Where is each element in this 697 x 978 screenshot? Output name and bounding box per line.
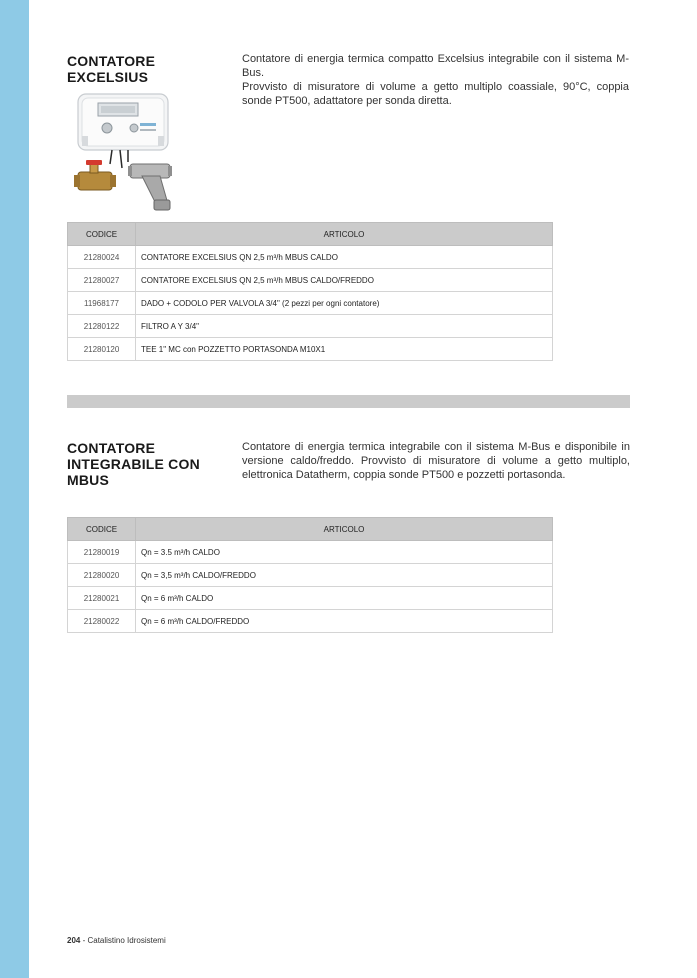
product-code: 21280027 <box>68 269 136 292</box>
table-row <box>68 610 553 633</box>
section2-title <box>67 440 200 488</box>
section2-description-p1: Contatore di energia termica integrabile con il sistema M-Bus e disponibile in versione caldo/freddo. Provvisto di misuratore di volume a getto multiplo, elettronica Datatherm, coppia sonde PT500 e pozzetti portasonda. <box>242 441 630 481</box>
table-row <box>68 246 553 269</box>
table-row <box>68 269 553 292</box>
section1-title-line: CONTATORE <box>67 53 156 69</box>
table-row <box>68 338 553 361</box>
section1-table <box>67 222 553 361</box>
section2-title-line: CONTATORE <box>67 440 156 456</box>
column-header-articolo: ARTICOLO <box>136 518 553 541</box>
section1-title <box>67 53 155 85</box>
page-footer <box>67 936 166 945</box>
section2-title-line: MBUS <box>67 472 110 488</box>
product-code: 21280024 <box>68 246 136 269</box>
table-row <box>68 564 553 587</box>
product-article: Qn = 6 m³/h CALDO <box>136 587 553 610</box>
product-article: CONTATORE EXCELSIUS QN 2,5 m³/h MBUS CALDO <box>136 246 553 269</box>
page-number: 204 <box>67 936 81 945</box>
section1-description-p2: Provvisto di misuratore di volume a getto multiplo coassiale, 90°C, coppia sonde PT500, adattatore per sonda diretta. <box>242 81 629 107</box>
section-divider <box>67 395 630 408</box>
product-article: Qn = 3,5 m³/h CALDO/FREDDO <box>136 564 553 587</box>
table-row <box>68 587 553 610</box>
table-header-row <box>68 518 553 541</box>
side-color-bar <box>0 0 29 978</box>
table-row <box>68 541 553 564</box>
product-article: Qn = 3.5 m³/h CALDO <box>136 541 553 564</box>
excelsius-meter-image <box>72 92 176 214</box>
section1-description <box>242 52 629 108</box>
product-article: FILTRO A Y 3/4" <box>136 315 553 338</box>
product-code: 21280019 <box>68 541 136 564</box>
product-article: DADO + CODOLO PER VALVOLA 3/4" (2 pezzi per ogni contatore) <box>136 292 553 315</box>
footer-text: - Catalistino Idrosistemi <box>80 936 166 945</box>
product-code: 21280020 <box>68 564 136 587</box>
column-header-articolo: ARTICOLO <box>136 223 553 246</box>
column-header-codice: CODICE <box>68 223 136 246</box>
section2-description <box>242 440 630 482</box>
product-article: CONTATORE EXCELSIUS QN 2,5 m³/h MBUS CALDO/FREDDO <box>136 269 553 292</box>
product-code: 21280122 <box>68 315 136 338</box>
table-row <box>68 292 553 315</box>
product-code: 21280021 <box>68 587 136 610</box>
product-article: Qn = 6 m³/h CALDO/FREDDO <box>136 610 553 633</box>
column-header-codice: CODICE <box>68 518 136 541</box>
table-header-row <box>68 223 553 246</box>
table-row <box>68 315 553 338</box>
product-code: 11968177 <box>68 292 136 315</box>
product-code: 21280120 <box>68 338 136 361</box>
product-code: 21280022 <box>68 610 136 633</box>
section2-table <box>67 517 553 633</box>
section1-title-line: EXCELSIUS <box>67 69 149 85</box>
product-article: TEE 1" MC con POZZETTO PORTASONDA M10X1 <box>136 338 553 361</box>
section1-description-p1: Contatore di energia termica compatto Excelsius integrabile con il sistema M-Bus. <box>242 53 629 79</box>
section2-title-line: INTEGRABILE CON <box>67 456 200 472</box>
